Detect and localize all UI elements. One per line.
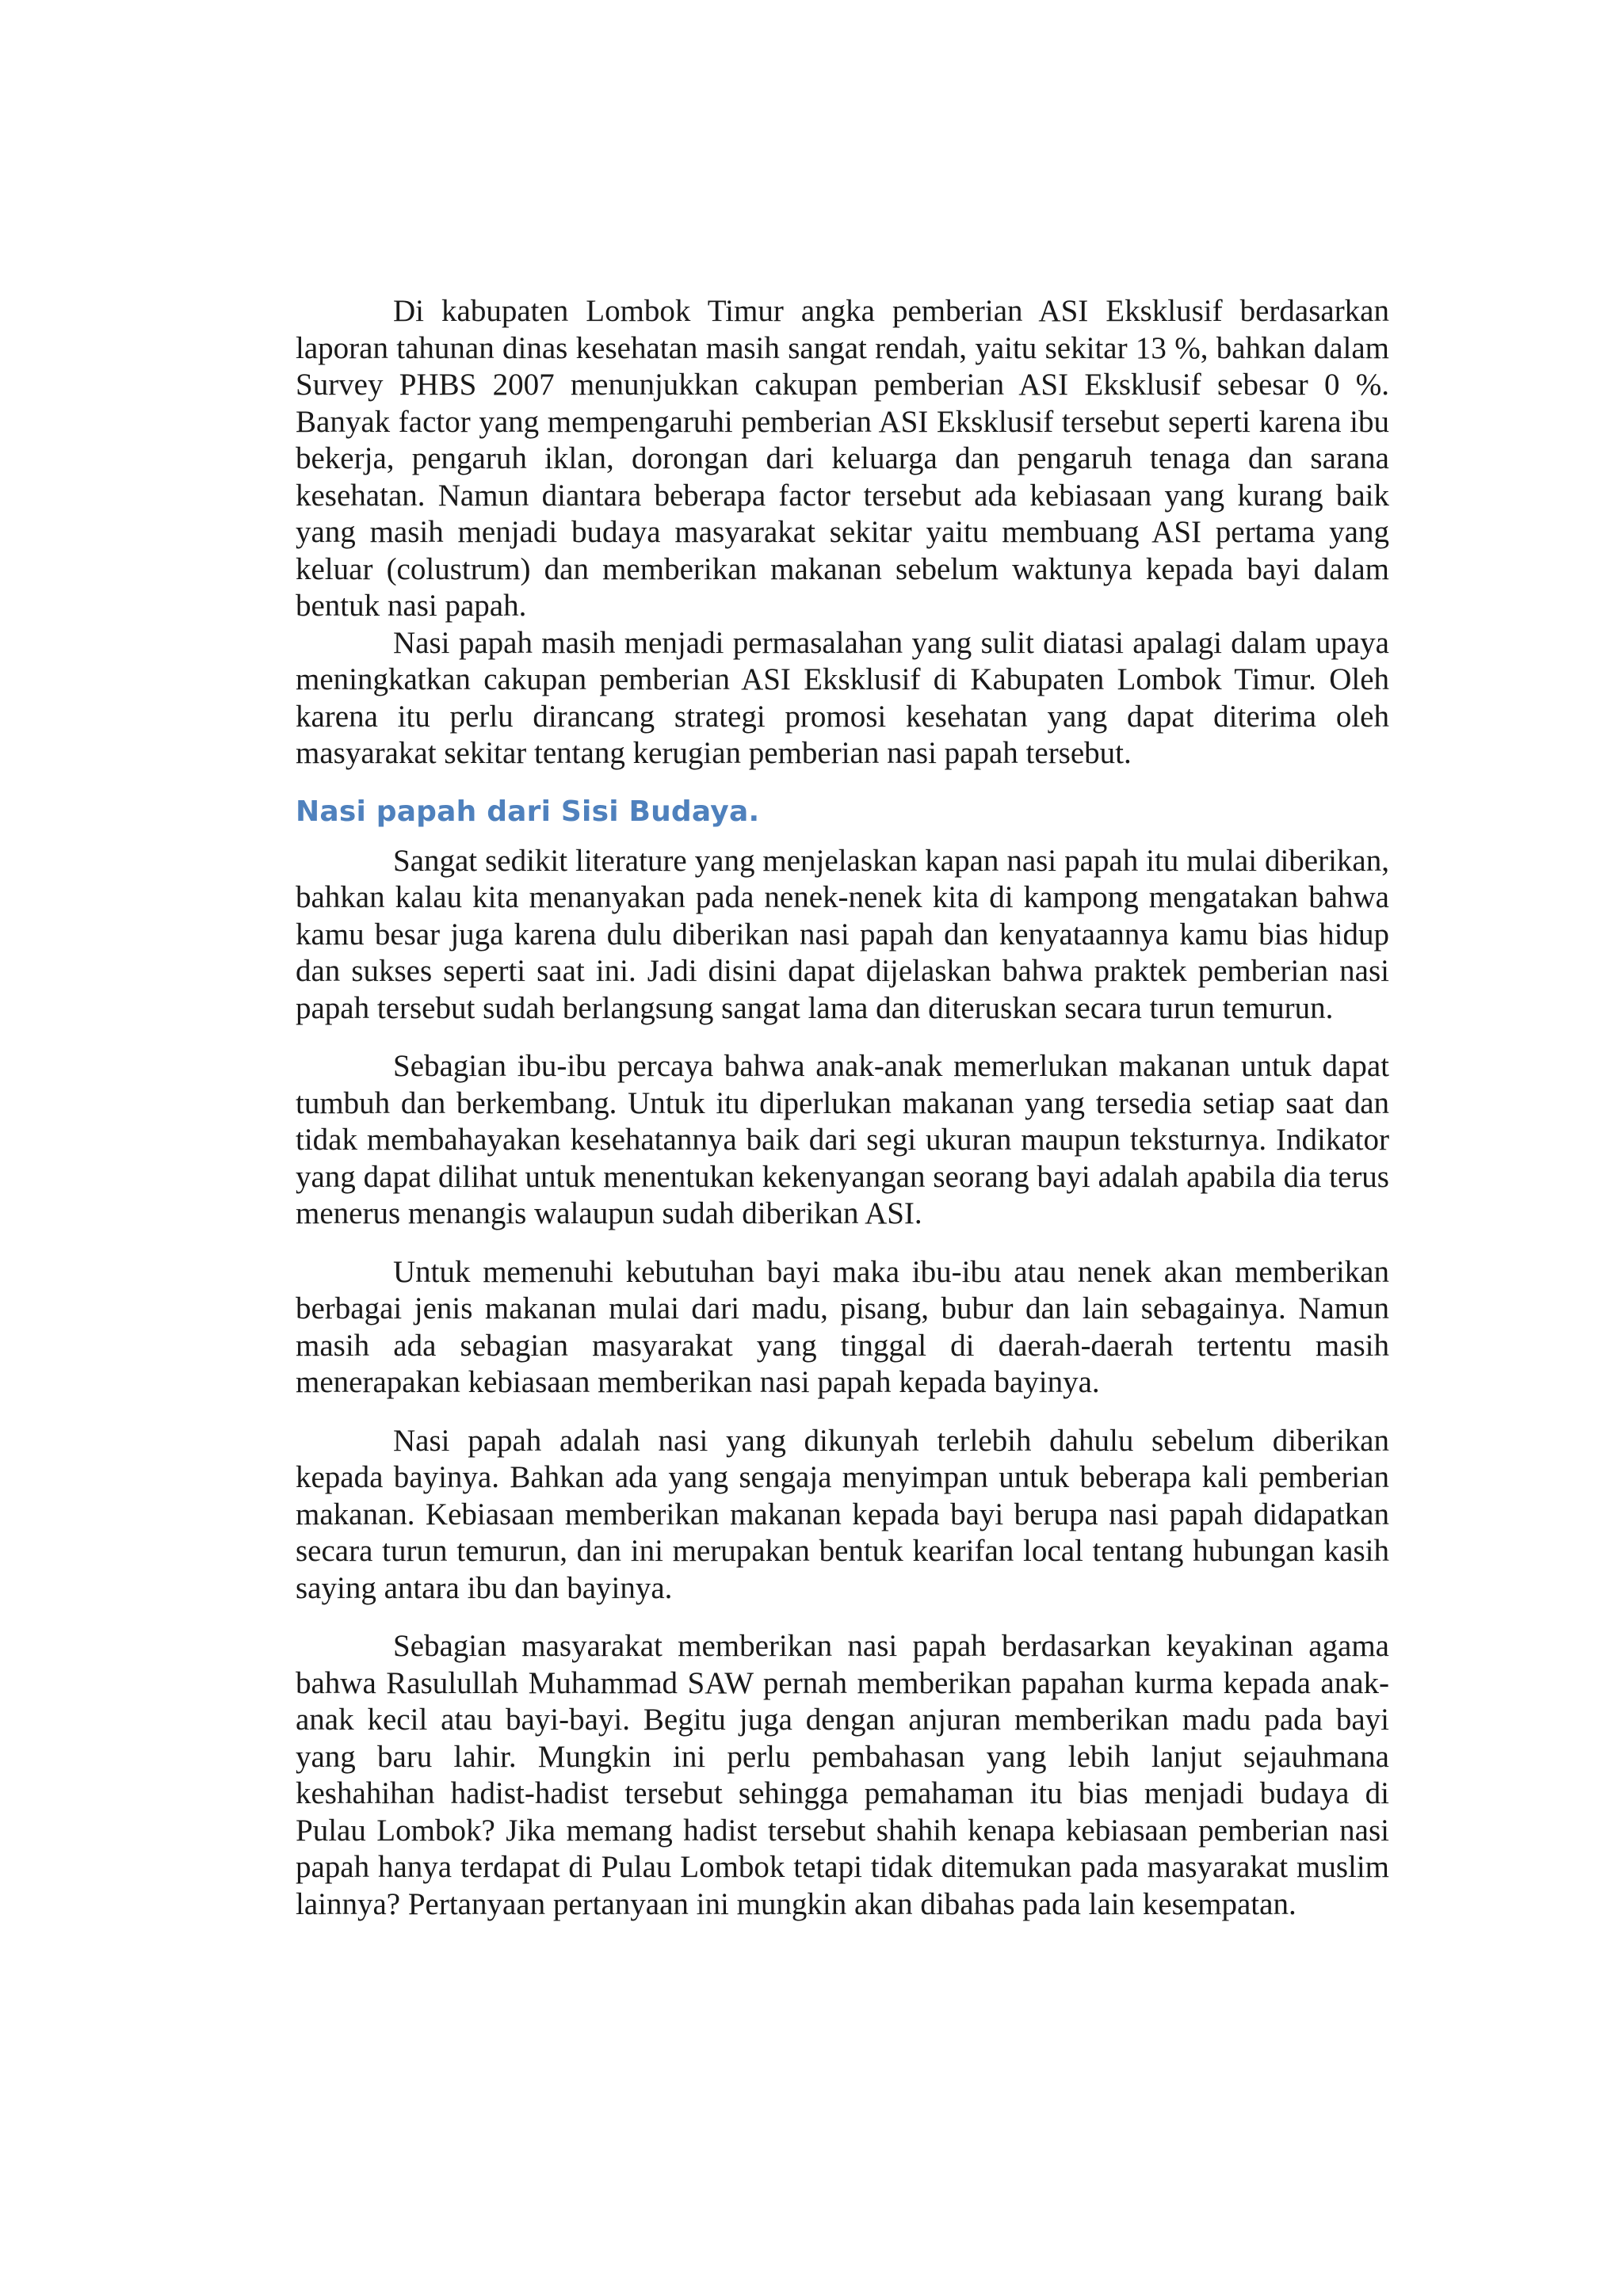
intro-paragraph-2: Nasi papah masih menjadi permasalahan yang sulit diatasi apalagi dalam upaya meningkatkan cakupan pemberian ASI Eksklusif di Kabupaten Lombok Timur. Oleh karena itu perlu dirancang strategi promosi kesehatan yang dapat diterima oleh masyarakat sekitar tentang kerugian pemberian nasi papah tersebut. [296,625,1389,770]
section-paragraph-3: Untuk memenuhi kebutuhan bayi maka ibu-ibu atau nenek akan memberikan berbagai jenis makanan mulai dari madu, pisang, bubur dan lain sebagainya. Namun masih ada sebagian masyarakat yang tinggal di daerah-daerah tertentu masih menerapakan kebiasaan memberikan nasi papah kepada bayinya. [296,1254,1389,1399]
section-paragraph-1: Sangat sedikit literature yang menjelaskan kapan nasi papah itu mulai diberikan, bahkan kalau kita menanyakan pada nenek-nenek kita di kampong mengatakan bahwa kamu besar juga karena dulu diberikan nasi papah dan kenyataannya kamu bias hidup dan sukses seperti saat ini. Jadi disini dapat dijelaskan bahwa praktek pemberian nasi papah tersebut sudah berlangsung sangat lama dan diteruskan secara turun temurun. [296,843,1389,1025]
intro-paragraph-1: Di kabupaten Lombok Timur angka pemberian ASI Eksklusif berdasarkan laporan tahunan dinas kesehatan masih sangat rendah, yaitu sekitar 13 %, bahkan dalam Survey PHBS 2007 menunjukkan cakupan pemberian ASI Eksklusif sebesar 0 %. Banyak factor yang mempengaruhi pemberian ASI Eksklusif tersebut seperti karena ibu bekerja, pengaruh iklan, dorongan dari keluarga dan pengaruh tenaga dan sarana kesehatan. Namun diantara beberapa factor tersebut ada kebiasaan yang kurang baik yang masih menjadi budaya masyarakat sekitar yaitu membuang ASI pertama yang keluar (colustrum) dan memberikan makanan sebelum waktunya kepada bayi dalam bentuk nasi papah. [296,294,1389,623]
section-paragraph-5: Sebagian masyarakat memberikan nasi papah berdasarkan keyakinan agama bahwa Rasulullah Muhammad SAW pernah memberikan papahan kurma kepada anak-anak kecil atau bayi-bayi. Begitu juga dengan anjuran memberikan madu pada bayi yang baru lahir. Mungkin ini perlu pembahasan yang lebih lanjut sejauhmana keshahihan hadist-hadist tersebut sehingga pemahaman itu bias menjadi budaya di Pulau Lombok? Jika memang hadist tersebut shahih kenapa kebiasaan pemberian nasi papah hanya terdapat di Pulau Lombok tetapi tidak ditemukan pada masyarakat muslim lainnya? Pertanyaan pertanyaan ini mungkin akan dibahas pada lain kesempatan. [296,1629,1389,1921]
section-heading: Nasi papah dari Sisi Budaya. [296,795,760,828]
document-page [296,293,1389,1923]
section-paragraph-4: Nasi papah adalah nasi yang dikunyah terlebih dahulu sebelum diberikan kepada bayinya. Bahkan ada yang sengaja menyimpan untuk beberapa kali pemberian makanan. Kebiasaan memberikan makanan kepada bayi berupa nasi papah didapatkan secara turun temurun, dan ini merupakan bentuk kearifan local tentang hubungan kasih saying antara ibu dan bayinya. [296,1423,1389,1605]
section-paragraph-2: Sebagian ibu-ibu percaya bahwa anak-anak memerlukan makanan untuk dapat tumbuh dan berkembang. Untuk itu diperlukan makanan yang tersedia setiap saat dan tidak membahayakan kesehatannya baik dari segi ukuran maupun teksturnya. Indikator yang dapat dilihat untuk menentukan kekenyangan seorang bayi adalah apabila dia terus menerus menangis walaupun sudah diberikan ASI. [296,1049,1389,1230]
